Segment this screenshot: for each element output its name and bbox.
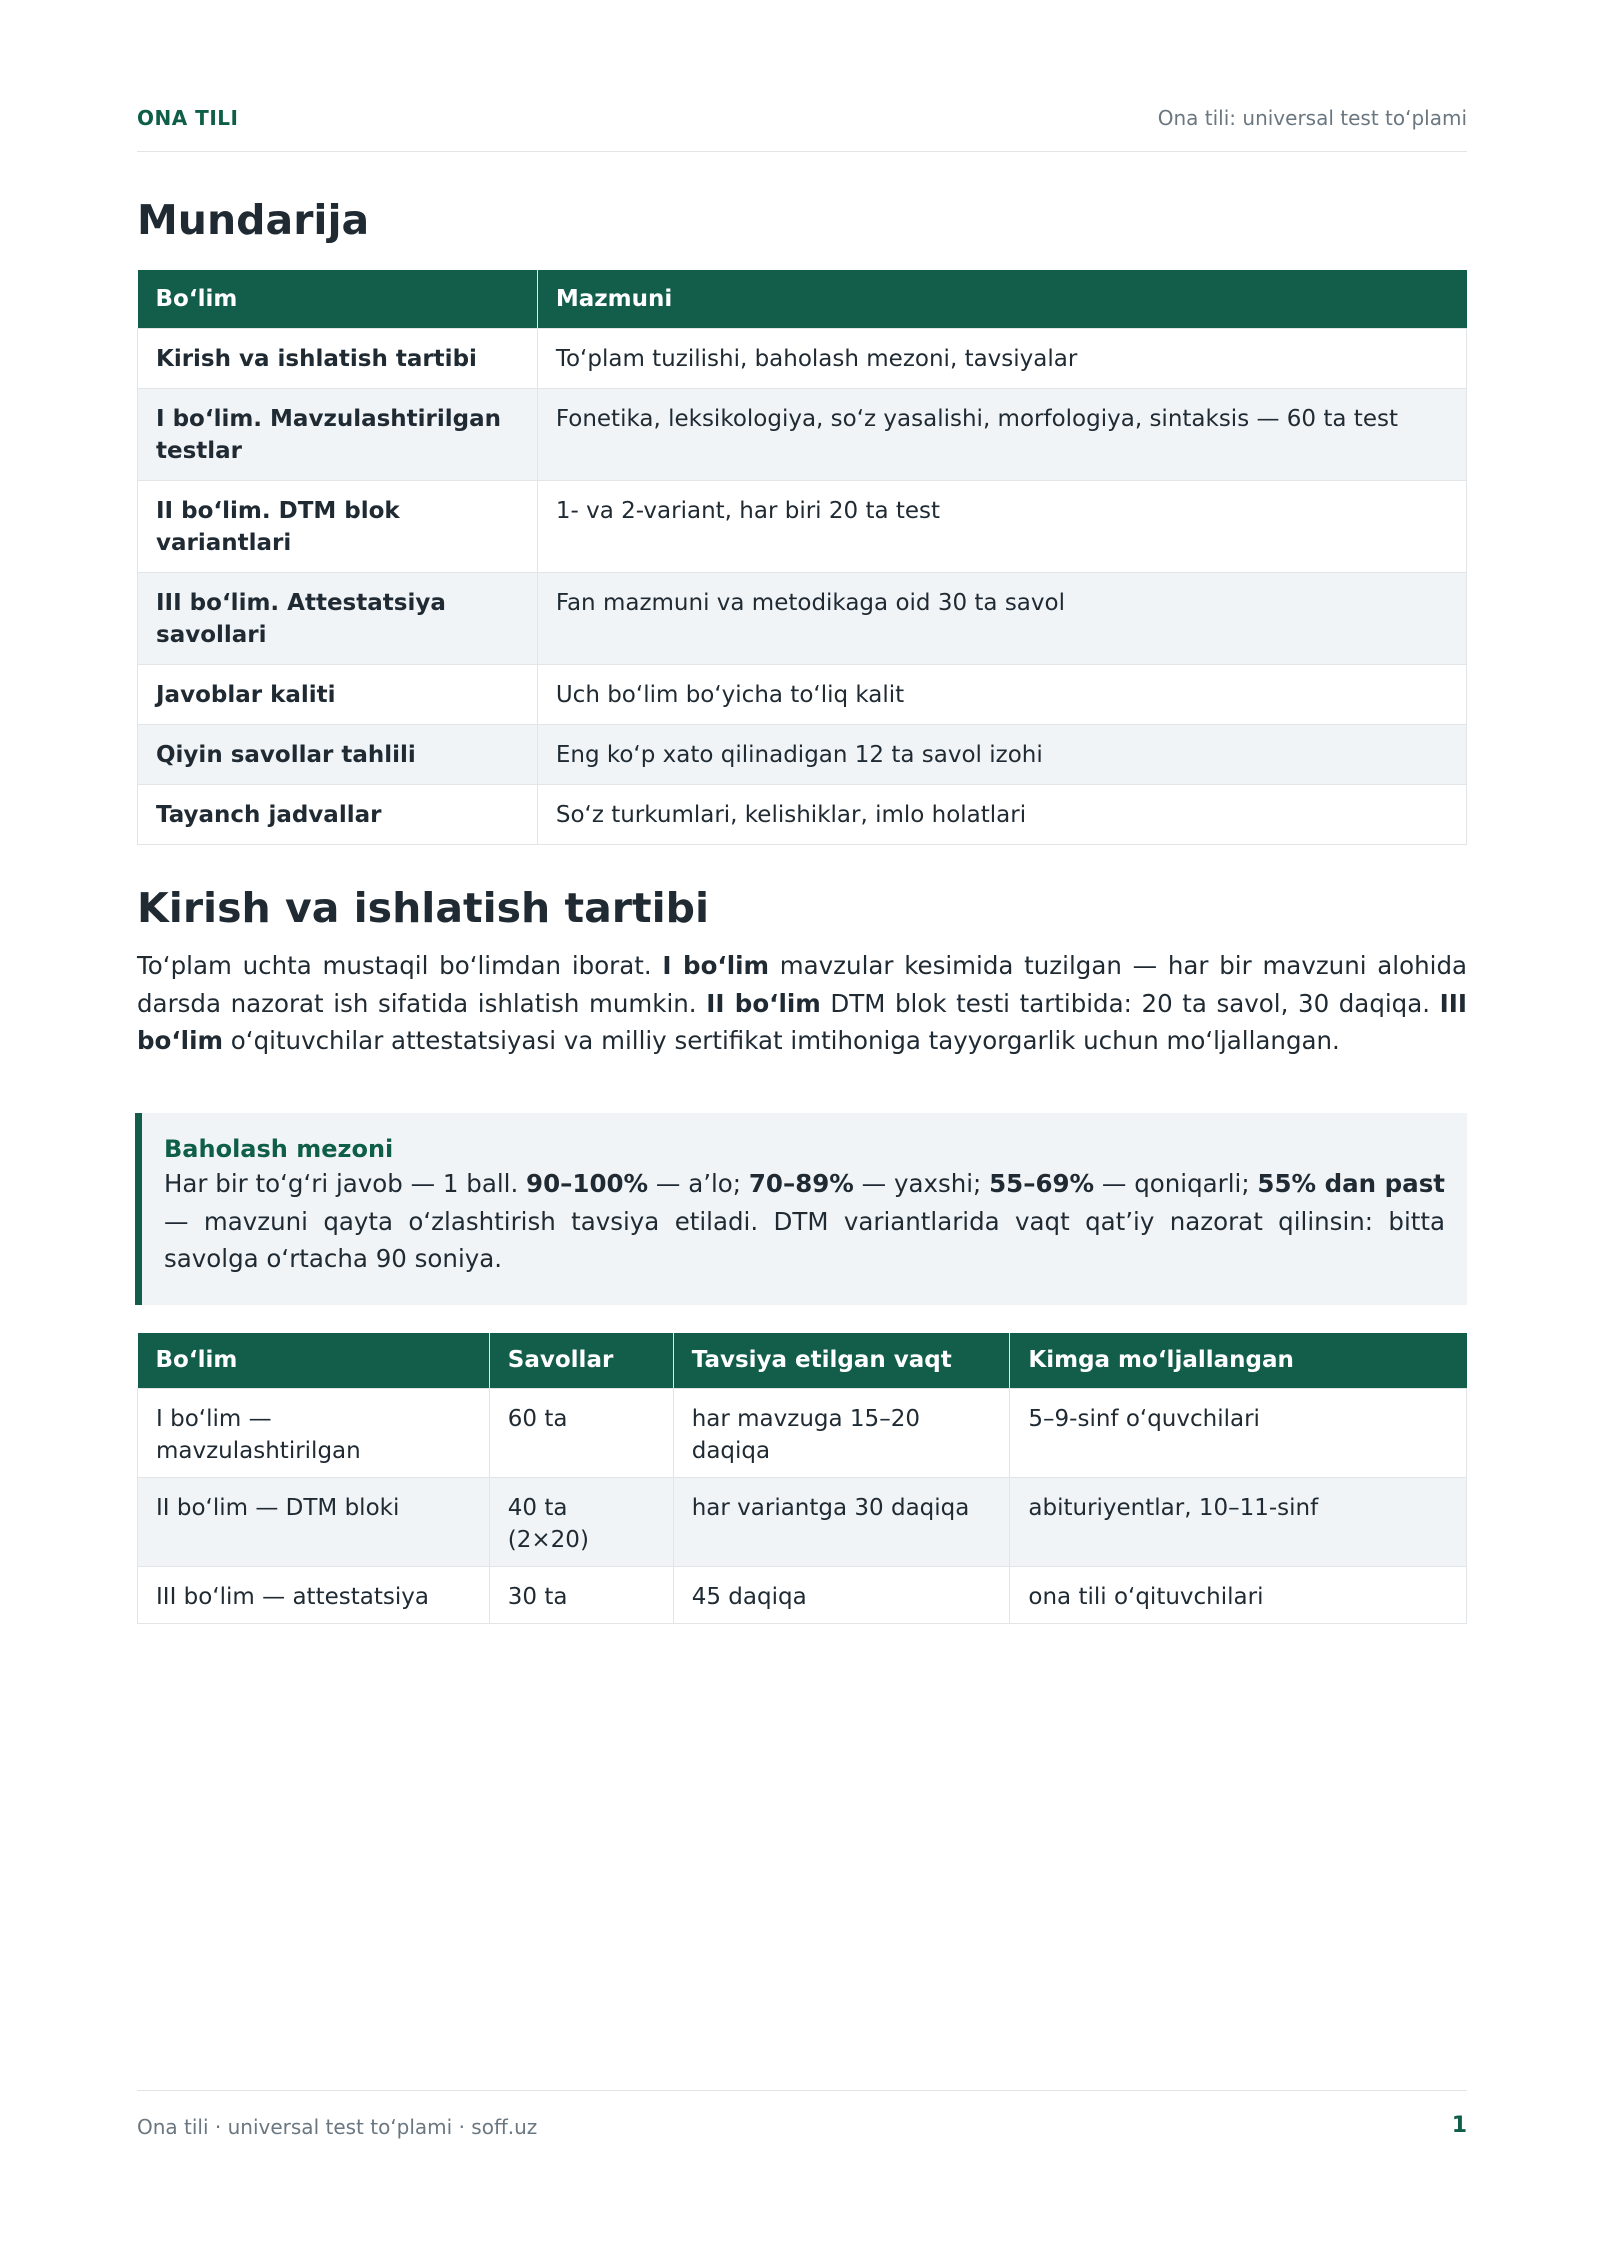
toc-content-cell: Fan mazmuni va metodikaga oid 30 ta savol — [537, 572, 1466, 664]
toc-table — [137, 270, 1467, 845]
grade-fail-range: 55% dan past — [1257, 1169, 1445, 1198]
grade-satisfactory-range: 55–69% — [989, 1169, 1095, 1198]
summary-section-cell: III bo‘lim — attestatsiya — [138, 1566, 490, 1623]
toc-content-cell: To‘plam tuzilishi, baholash mezoni, tavsiyalar — [537, 328, 1466, 388]
intro-bold-part-2: II bo‘lim — [706, 988, 821, 1018]
intro-bold-part-1: I bo‘lim — [662, 951, 770, 980]
header-document-title: Ona tili: universal test to‘plami — [1157, 106, 1467, 130]
toc-section-cell: I bo‘lim. Mavzulashtirilgan testlar — [138, 388, 538, 480]
toc-row — [138, 664, 1467, 724]
toc-content-cell: So‘z turkumlari, kelishiklar, imlo holatlari — [537, 784, 1466, 844]
toc-section-cell: Kirish va ishlatish tartibi — [138, 328, 538, 388]
summary-row — [138, 1477, 1467, 1566]
intro-text: o‘qituvchilar attestatsiyasi va milliy sertifikat imtihoniga tayyorgarlik uchun mo‘ljallangan. — [223, 1026, 1340, 1055]
summary-col-audience: Kimga mo‘ljallangan — [1010, 1333, 1467, 1388]
summary-table — [137, 1333, 1467, 1624]
intro-text: mavzular kesimida tuzilgan — har bir mavzuni alohida darsda nazorat ish sifatida ishlatish mumkin. — [137, 951, 1468, 1018]
summary-section-cell: I bo‘lim — mavzulashtirilgan — [138, 1388, 490, 1477]
callout-text: — yaxshi; — [853, 1169, 990, 1198]
header-subject: ONA TILI — [137, 106, 239, 130]
toc-row — [138, 388, 1467, 480]
summary-header-row — [138, 1333, 1467, 1388]
grade-good-range: 70–89% — [748, 1169, 854, 1198]
toc-row — [138, 784, 1467, 844]
callout-text: — mavzuni qayta o‘zlashtirish tavsiya etiladi. DTM variantlarida vaqt qat’iy nazorat qilinsin: bitta savolga o‘rtacha 90 soniya. — [164, 1206, 1445, 1273]
callout-title: Baholash mezoni — [164, 1135, 394, 1163]
footer-text: Ona tili · universal test to‘plami · soff.uz — [137, 2115, 538, 2139]
summary-audience-cell: ona tili o‘qituvchilari — [1010, 1566, 1467, 1623]
page-footer — [137, 2090, 1467, 2150]
summary-questions-cell: 30 ta — [489, 1566, 673, 1623]
toc-section-cell: II bo‘lim. DTM blok variantlari — [138, 480, 538, 572]
summary-audience-cell: abituriyentlar, 10–11-sinf — [1010, 1477, 1467, 1566]
toc-col-section: Bo‘lim — [138, 270, 538, 328]
toc-row — [138, 572, 1467, 664]
summary-time-cell: har mavzuga 15–20 daqiqa — [673, 1388, 1010, 1477]
summary-time-cell: har variantga 30 daqiqa — [673, 1477, 1010, 1566]
summary-row — [138, 1566, 1467, 1623]
summary-col-section: Bo‘lim — [138, 1333, 490, 1388]
grading-callout — [135, 1113, 1467, 1305]
toc-header-row — [138, 270, 1467, 328]
toc-section-cell: Qiyin savollar tahlili — [138, 724, 538, 784]
callout-text: — a’lo; — [648, 1169, 749, 1198]
toc-content-cell: Fonetika, leksikologiya, so‘z yasalishi, morfologiya, sintaksis — 60 ta test — [537, 388, 1466, 480]
toc-content-cell: 1- va 2-variant, har biri 20 ta test — [537, 480, 1466, 572]
toc-row — [138, 480, 1467, 572]
intro-bold-part-3: III bo‘lim — [137, 988, 1468, 1055]
intro-paragraph — [137, 947, 1467, 1060]
summary-audience-cell: 5–9-sinf o‘quvchilari — [1010, 1388, 1467, 1477]
summary-questions-cell: 40 ta (2×20) — [489, 1477, 673, 1566]
callout-text: — qoniqarli; — [1094, 1169, 1258, 1198]
intro-text: To‘plam uchta mustaqil bo‘limdan iborat. — [137, 951, 663, 980]
summary-questions-cell: 60 ta — [489, 1388, 673, 1477]
summary-section-cell: II bo‘lim — DTM bloki — [138, 1477, 490, 1566]
running-header — [137, 100, 1467, 152]
toc-row — [138, 724, 1467, 784]
toc-section-cell: Javoblar kaliti — [138, 664, 538, 724]
toc-section-cell: Tayanch jadvallar — [138, 784, 538, 844]
grade-excellent-range: 90–100% — [526, 1169, 649, 1198]
toc-heading: Mundarija — [137, 196, 370, 244]
toc-row — [138, 328, 1467, 388]
summary-col-time: Tavsiya etilgan vaqt — [673, 1333, 1010, 1388]
callout-text: Har bir to‘g‘ri javob — 1 ball. — [164, 1169, 527, 1198]
summary-row — [138, 1388, 1467, 1477]
toc-content-cell: Eng ko‘p xato qilinadigan 12 ta savol izohi — [537, 724, 1466, 784]
toc-content-cell: Uch bo‘lim bo‘yicha to‘liq kalit — [537, 664, 1466, 724]
summary-time-cell: 45 daqiqa — [673, 1566, 1010, 1623]
callout-body — [164, 1165, 1445, 1278]
toc-col-content: Mazmuni — [537, 270, 1466, 328]
page-number: 1 — [1451, 2113, 1467, 2138]
intro-text: DTM blok testi tartibida: 20 ta savol, 30 daqiqa. — [820, 988, 1440, 1018]
intro-heading: Kirish va ishlatish tartibi — [137, 884, 710, 932]
toc-section-cell: III bo‘lim. Attestatsiya savollari — [138, 572, 538, 664]
summary-col-questions: Savollar — [489, 1333, 673, 1388]
